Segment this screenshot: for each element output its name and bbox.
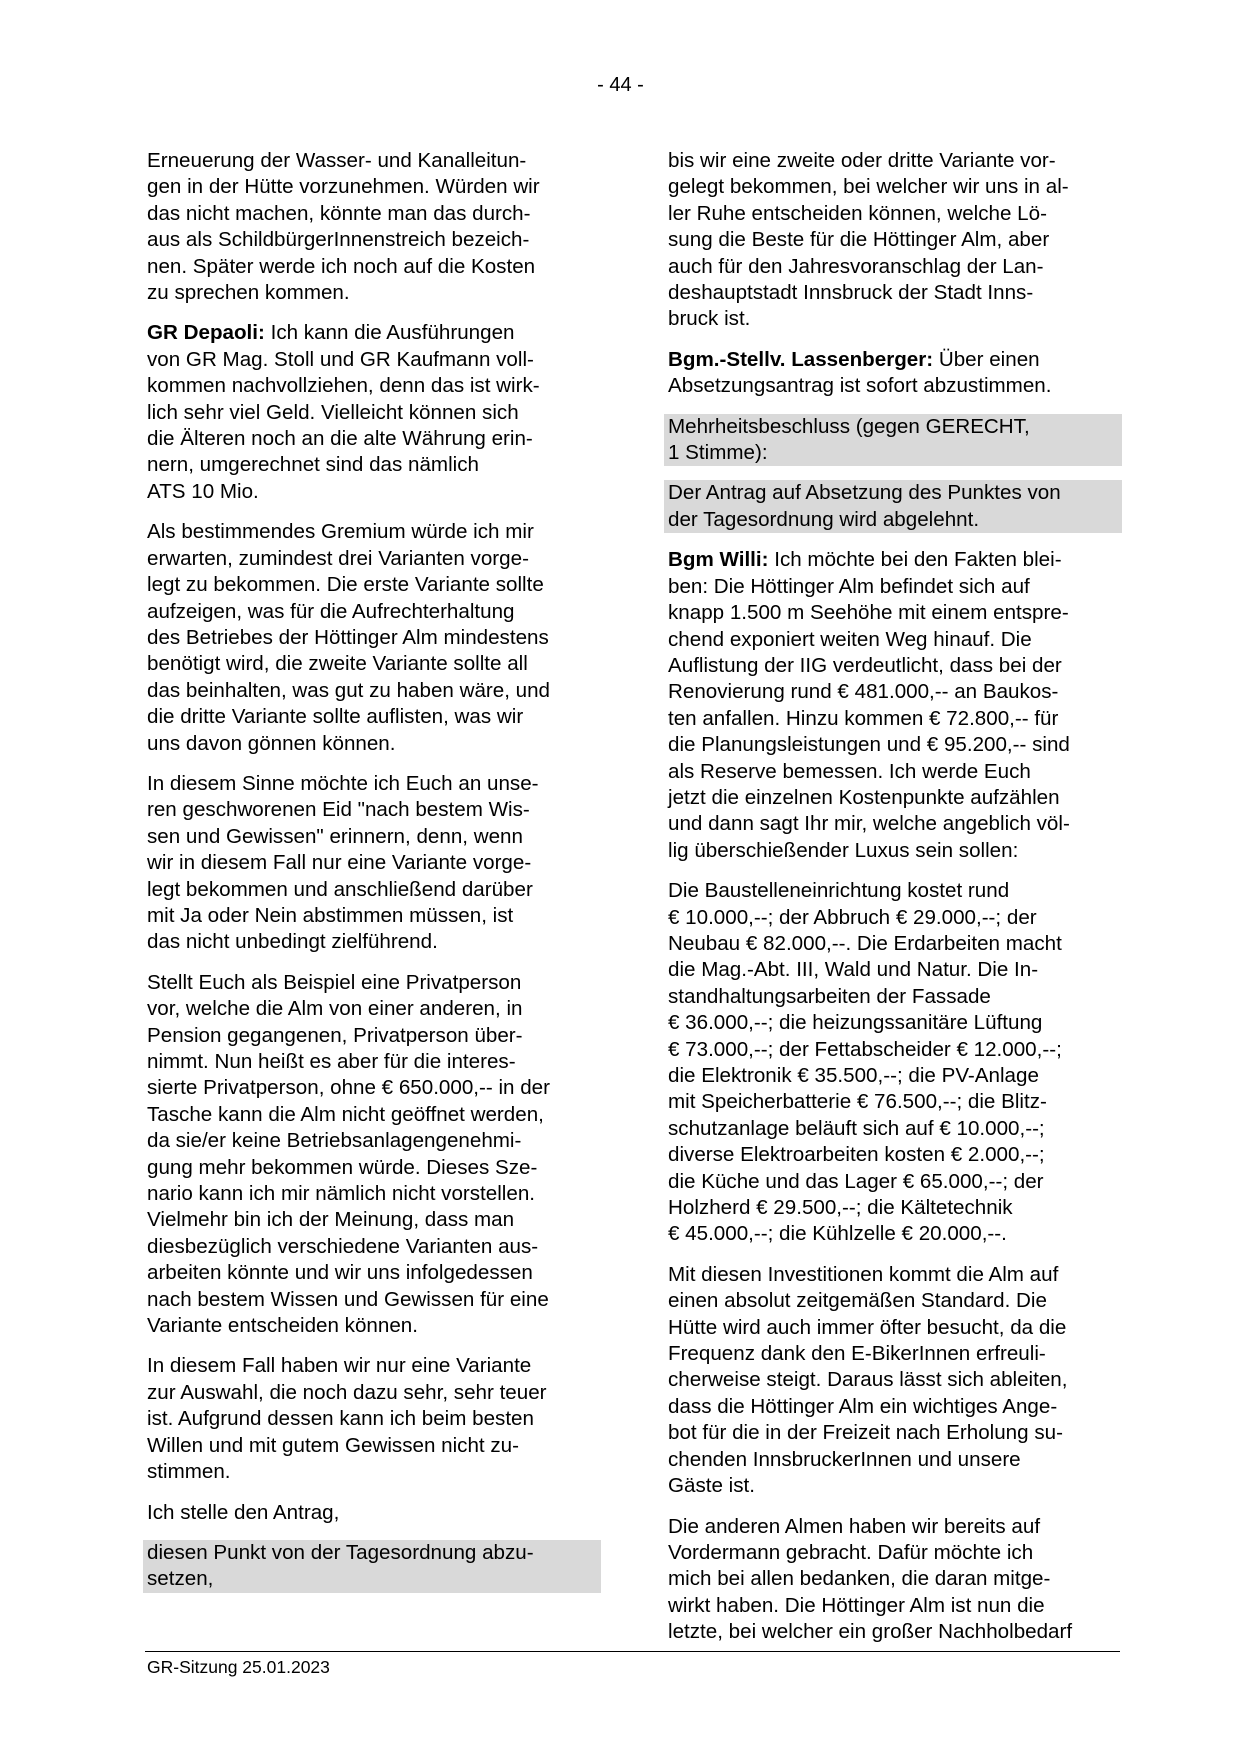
line-text: diesbezüglich verschiedene Varianten aus-	[147, 1234, 539, 1258]
text-line	[668, 1420, 1118, 1446]
text-line	[147, 1260, 597, 1286]
paragraph	[147, 970, 597, 1340]
line-text: Vielmehr bin ich der Meinung, dass man	[147, 1208, 515, 1232]
text-line	[147, 1433, 597, 1459]
line-text: gung mehr bekommen würde. Dieses Sze-	[147, 1155, 538, 1179]
line-text: wirkt haben. Die Höttinger Alm ist nun die	[668, 1593, 1045, 1617]
line-text: € 10.000,--; der Abbruch € 29.000,--; der	[668, 905, 1037, 929]
line-text: gelegt bekommen, bei welcher wir uns in al-	[668, 175, 1069, 199]
line-text: sung die Beste für die Höttinger Alm, aber	[668, 228, 1050, 252]
line-text: die Elektronik € 35.500,--; die PV-Anlage	[668, 1064, 1039, 1087]
text-line	[147, 174, 597, 200]
text-line	[668, 785, 1118, 811]
text-line	[664, 414, 1122, 440]
text-line	[668, 1288, 1118, 1314]
line-text: chenden InnsbruckerInnen und unsere	[668, 1447, 1021, 1471]
text-line	[147, 1075, 597, 1101]
text-line	[668, 627, 1118, 653]
paragraph	[147, 771, 597, 956]
line-text: setzen,	[147, 1567, 214, 1591]
text-line	[668, 1593, 1118, 1619]
text-line	[668, 838, 1118, 864]
text-line	[668, 347, 1118, 373]
line-text: sierte Privatperson, ohne € 650.000,-- in der	[147, 1076, 550, 1100]
text-line	[664, 440, 1122, 466]
text-line	[147, 254, 597, 280]
line-text: Neubau € 82.000,--. Die Erdarbeiten macht	[668, 931, 1062, 955]
line-text: Willen und mit gutem Gewissen nicht zu-	[147, 1433, 519, 1457]
line-text: die Mag.-Abt. III, Wald und Natur. Die In-	[668, 958, 1039, 982]
line-text: standhaltungsarbeiten der Fassade	[668, 984, 991, 1008]
line-text: mich bei allen bedanken, die daran mitge-	[668, 1567, 1051, 1591]
line-text: gen in der Hütte vorzunehmen. Würden wir	[147, 175, 540, 199]
text-line	[147, 1023, 597, 1049]
line-text: knapp 1.500 m Seehöhe mit einem entspre-	[668, 601, 1069, 625]
line-text: sen und Gewissen" erinnern, denn, wenn	[147, 824, 523, 848]
text-line	[147, 347, 597, 373]
paragraph	[147, 519, 597, 757]
paragraph	[668, 547, 1118, 864]
text-line	[668, 280, 1118, 306]
text-line	[147, 1406, 597, 1432]
speaker-name: GR Depaoli:	[147, 321, 265, 345]
paragraph	[147, 320, 597, 505]
text-line	[668, 1394, 1118, 1420]
text-line	[147, 1353, 597, 1379]
line-text: nach bestem Wissen und Gewissen für eine	[147, 1287, 549, 1311]
speaker-name: Bgm Willi:	[668, 548, 769, 572]
text-line	[668, 706, 1118, 732]
text-line	[147, 824, 597, 850]
line-text: bis wir eine zweite oder dritte Variante vor-	[668, 149, 1056, 172]
line-text: Ich stelle den Antrag,	[147, 1500, 340, 1524]
text-line	[147, 1155, 597, 1181]
text-line	[147, 903, 597, 929]
text-line	[664, 507, 1122, 533]
text-line	[147, 1128, 597, 1154]
text-line	[668, 1341, 1118, 1367]
line-text: die Planungsleistungen und € 95.200,-- sind	[668, 733, 1070, 757]
text-line	[668, 174, 1118, 200]
text-line	[147, 479, 597, 505]
line-text: Hütte wird auch immer öfter besucht, da die	[668, 1315, 1067, 1339]
speaker-name: Bgm.-Stellv. Lassenberger:	[668, 347, 934, 371]
text-line	[147, 797, 597, 823]
line-text: dass die Höttinger Alm ein wichtiges Ange-	[668, 1394, 1058, 1418]
line-text: In diesem Sinne möchte ich Euch an unse-	[147, 771, 539, 795]
text-line	[147, 546, 597, 572]
line-text: erwarten, zumindest drei Varianten vorge-	[147, 546, 529, 570]
text-line	[147, 1459, 597, 1485]
line-text: Als bestimmendes Gremium würde ich mir	[147, 520, 534, 544]
line-text: nen. Später werde ich noch auf die Kosten	[147, 254, 536, 278]
line-text: legt zu bekommen. Die erste Variante sollte	[147, 573, 544, 597]
text-line	[147, 227, 597, 253]
text-line	[143, 1540, 601, 1566]
text-line	[668, 1566, 1118, 1592]
line-text: Die anderen Almen haben wir bereits auf	[668, 1514, 1041, 1538]
line-text: die Älteren noch an die alte Währung erin-	[147, 427, 533, 451]
line-text: aus als SchildbürgerInnenstreich bezeich-	[147, 228, 530, 252]
line-text: schutzanlage beläuft sich auf € 10.000,--;	[668, 1116, 1045, 1140]
text-line	[668, 1367, 1118, 1393]
text-line	[668, 732, 1118, 758]
text-line	[668, 679, 1118, 705]
line-text: diesen Punkt von der Tagesordnung abzu-	[147, 1540, 534, 1564]
line-text: vor, welche die Alm von einer anderen, in	[147, 997, 523, 1021]
line-text: Pension gegangenen, Privatperson über-	[147, 1023, 523, 1047]
text-line	[668, 1619, 1118, 1645]
text-line	[668, 574, 1118, 600]
line-text: Frequenz dank den E-BikerInnen erfreuli-	[668, 1342, 1046, 1366]
line-text: zur Auswahl, die noch dazu sehr, sehr teuer	[147, 1380, 547, 1404]
line-text: legt bekommen und anschließend darüber	[147, 877, 533, 901]
text-line	[668, 1089, 1118, 1115]
text-line	[668, 957, 1118, 983]
text-line	[147, 599, 597, 625]
text-line	[147, 572, 597, 598]
footer-divider	[145, 1651, 1120, 1652]
line-text: Der Antrag auf Absetzung des Punktes von	[668, 481, 1061, 505]
text-line	[668, 1315, 1118, 1341]
text-line	[147, 1500, 597, 1526]
right-column	[668, 148, 1118, 1660]
text-line	[668, 1473, 1118, 1499]
text-line	[147, 373, 597, 399]
footer-text: GR-Sitzung 25.01.2023	[147, 1657, 330, 1677]
text-line	[664, 480, 1122, 506]
text-line	[668, 1514, 1118, 1540]
line-text: bruck ist.	[668, 307, 751, 331]
line-text: Erneuerung der Wasser- und Kanalleitun-	[147, 149, 527, 172]
text-line	[668, 1116, 1118, 1142]
line-text: des Betriebes der Höttinger Alm mindestens	[147, 625, 549, 649]
line-text: der Tagesordnung wird abgelehnt.	[668, 507, 980, 531]
text-line	[668, 1540, 1118, 1566]
text-line	[147, 519, 597, 545]
text-line	[668, 1037, 1118, 1063]
line-text: In diesem Fall haben wir nur eine Variante	[147, 1354, 532, 1378]
text-line	[147, 400, 597, 426]
line-text: das nicht unbedingt zielführend.	[147, 930, 438, 954]
text-line	[147, 1234, 597, 1260]
text-line	[147, 1049, 597, 1075]
left-column	[147, 148, 597, 1607]
text-line	[147, 1313, 597, 1339]
line-text: benötigt wird, die zweite Variante sollte all	[147, 652, 528, 676]
line-text: Stellt Euch als Beispiel eine Privatperson	[147, 970, 522, 994]
text-line	[668, 1195, 1118, 1221]
text-line	[147, 320, 597, 346]
paragraph	[668, 148, 1118, 333]
line-text: Variante entscheiden können.	[147, 1314, 418, 1338]
line-text: bot für die in der Freizeit nach Erholung su-	[668, 1421, 1063, 1445]
line-text: € 45.000,--; die Kühlzelle € 20.000,--.	[668, 1222, 1007, 1246]
text-line	[147, 850, 597, 876]
text-line	[147, 1380, 597, 1406]
text-line	[147, 877, 597, 903]
text-line	[147, 996, 597, 1022]
line-text: die dritte Variante sollte auflisten, was wir	[147, 705, 524, 729]
line-text: diverse Elektroarbeiten kosten € 2.000,--;	[668, 1143, 1045, 1167]
line-text: und dann sagt Ihr mir, welche angeblich völ-	[668, 812, 1070, 836]
line-text: wir in diesem Fall nur eine Variante vorge-	[147, 851, 532, 875]
highlighted-paragraph	[668, 414, 1118, 467]
line-text: Holzherd € 29.500,--; die Kältetechnik	[668, 1196, 1013, 1220]
line-text: Mit diesen Investitionen kommt die Alm auf	[668, 1262, 1059, 1286]
text-line	[147, 771, 597, 797]
line-text: chend exponiert weiten Weg hinauf. Die	[668, 627, 1032, 651]
text-line	[147, 929, 597, 955]
line-text: cherweise steigt. Daraus lässt sich ableiten,	[668, 1368, 1068, 1392]
line-text: ben: Die Höttinger Alm befindet sich auf	[668, 574, 1030, 598]
line-text: uns davon gönnen können.	[147, 731, 396, 755]
line-text: Mehrheitsbeschluss (gegen GERECHT,	[668, 414, 1030, 438]
text-line	[668, 148, 1118, 174]
line-text: mit Ja oder Nein abstimmen müssen, ist	[147, 903, 514, 927]
line-text: da sie/er keine Betriebsanlagengenehmi-	[147, 1129, 522, 1153]
text-line	[668, 1010, 1118, 1036]
text-line	[668, 547, 1118, 573]
text-line	[668, 227, 1118, 253]
text-line	[668, 759, 1118, 785]
line-text: Vordermann gebracht. Dafür möchte ich	[668, 1540, 1034, 1564]
line-text: Auflistung der IIG verdeutlicht, dass bei der	[668, 653, 1062, 677]
line-text: das beinhalten, was gut zu haben wäre, und	[147, 678, 551, 702]
line-text: Tasche kann die Alm nicht geöffnet werden,	[147, 1102, 544, 1126]
text-line	[147, 1102, 597, 1128]
line-text: lig überschießender Luxus sein sollen:	[668, 838, 1019, 862]
text-line	[668, 1142, 1118, 1168]
text-line	[147, 1181, 597, 1207]
line-text: aufzeigen, was für die Aufrechterhaltung	[147, 599, 515, 623]
text-line	[668, 201, 1118, 227]
line-text: stimmen.	[147, 1460, 231, 1484]
line-text: zu sprechen kommen.	[147, 281, 350, 305]
line-text: letzte, bei welcher ein großer Nachholbedarf	[668, 1620, 1073, 1644]
text-line	[147, 201, 597, 227]
line-text: mit Speicherbatterie € 76.500,--; die Blitz-	[668, 1090, 1047, 1114]
line-text: Absetzungsantrag ist sofort abzustimmen.	[668, 374, 1052, 398]
text-line	[147, 280, 597, 306]
text-line	[668, 878, 1118, 904]
paragraph	[668, 1514, 1118, 1646]
text-line	[147, 970, 597, 996]
text-line	[147, 426, 597, 452]
paragraph	[668, 347, 1118, 400]
text-line	[143, 1566, 601, 1592]
line-text: ATS 10 Mio.	[147, 479, 259, 503]
line-text: Renovierung rund € 481.000,-- an Baukos-	[668, 680, 1059, 704]
line-text: Ich möchte bei den Fakten blei-	[774, 548, 1062, 572]
text-line	[668, 254, 1118, 280]
text-line	[668, 1262, 1118, 1288]
highlighted-paragraph	[668, 480, 1118, 533]
line-text: von GR Mag. Stoll und GR Kaufmann voll-	[147, 347, 534, 371]
text-line	[147, 1287, 597, 1313]
line-text: nario kann ich mir nämlich nicht vorstellen.	[147, 1182, 536, 1206]
paragraph	[147, 1500, 597, 1526]
line-text: ist. Aufgrund dessen kann ich beim besten	[147, 1407, 534, 1431]
line-text: Über einen	[938, 347, 1040, 371]
text-line	[668, 1169, 1118, 1195]
text-line	[147, 651, 597, 677]
paragraph	[668, 1262, 1118, 1500]
highlighted-paragraph	[147, 1540, 597, 1593]
line-text: lich sehr viel Geld. Vielleicht können sich	[147, 400, 519, 424]
text-line	[147, 625, 597, 651]
line-text: ren geschworenen Eid "nach bestem Wis-	[147, 798, 530, 822]
page-number: - 44 -	[597, 74, 644, 96]
line-text: nimmt. Nun heißt es aber für die interes-	[147, 1050, 516, 1073]
line-text: auch für den Jahresvoranschlag der Lan-	[668, 254, 1044, 278]
line-text: € 36.000,--; die heizungssanitäre Lüftung	[668, 1011, 1043, 1035]
line-text: € 73.000,--; der Fettabscheider € 12.000,--;	[668, 1037, 1062, 1061]
line-text: jetzt die einzelnen Kostenpunkte aufzählen	[668, 785, 1060, 809]
paragraph	[668, 878, 1118, 1248]
text-line	[668, 811, 1118, 837]
line-text: das nicht machen, könnte man das durch-	[147, 201, 531, 225]
text-line	[147, 704, 597, 730]
text-line	[147, 452, 597, 478]
line-text: als Reserve bemessen. Ich werde Euch	[668, 759, 1031, 783]
text-line	[147, 148, 597, 174]
line-text: Gäste ist.	[668, 1474, 755, 1498]
text-line	[668, 1447, 1118, 1473]
text-line	[668, 373, 1118, 399]
line-text: ten anfallen. Hinzu kommen € 72.800,-- für	[668, 706, 1059, 730]
line-text: 1 Stimme):	[668, 441, 768, 465]
line-text: Ich kann die Ausführungen	[270, 321, 515, 345]
paragraph	[147, 1353, 597, 1485]
text-line	[668, 984, 1118, 1010]
line-text: nern, umgerechnet sind das nämlich	[147, 453, 479, 477]
text-line	[668, 931, 1118, 957]
line-text: einen absolut zeitgemäßen Standard. Die	[668, 1289, 1047, 1313]
text-line	[147, 678, 597, 704]
text-line	[668, 306, 1118, 332]
text-line	[668, 1063, 1118, 1089]
line-text: Die Baustelleneinrichtung kostet rund	[668, 879, 1010, 903]
text-line	[668, 653, 1118, 679]
text-line	[668, 600, 1118, 626]
line-text: arbeiten könnte und wir uns infolgedessen	[147, 1261, 533, 1285]
paragraph	[147, 148, 597, 306]
line-text: kommen nachvollziehen, denn das ist wirk-	[147, 374, 540, 398]
text-line	[147, 731, 597, 757]
line-text: ler Ruhe entscheiden können, welche Lö-	[668, 201, 1047, 225]
text-line	[668, 905, 1118, 931]
line-text: deshauptstadt Innsbruck der Stadt Inns-	[668, 281, 1034, 305]
text-line	[668, 1221, 1118, 1247]
line-text: die Küche und das Lager € 65.000,--; der	[668, 1169, 1044, 1193]
text-line	[147, 1207, 597, 1233]
